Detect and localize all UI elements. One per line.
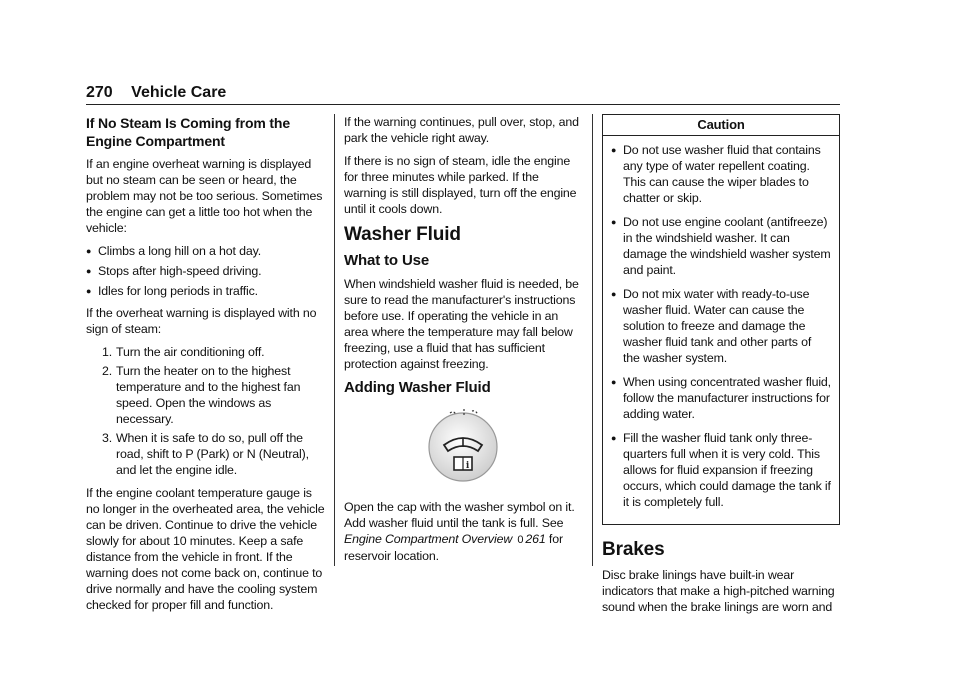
paragraph: If an engine overheat warning is displayed but no steam can be seen or heard, the problem may not be too serious. Sometimes the engine can get a little too hot when the vehicle: [86,157,323,235]
column-3 [602,114,840,622]
caution-item: ● When using concentrated washer fluid, follow the manufacturer instructions for adding water. [611,374,831,422]
heading-adding-washer-fluid: Adding Washer Fluid [344,379,491,396]
list-item: ● Stops after high-speed driving. [86,263,326,279]
step-item [86,363,326,427]
column-1 [86,114,326,620]
step-text: Turn the heater on to the highest temperature and to the highest fan speed. Open the windows as necessary. [116,364,301,426]
list-item: ● Climbs a long hill on a hot day. [86,243,326,259]
paragraph: Disc brake linings have built-in wear indicators that make a high-pitched warning sound when the brake linings are worn and [602,568,835,614]
paragraph: If the engine coolant temperature gauge is no longer in the overheated area, the vehicle can be driven. Continue to drive the vehicle slowly for about 10 minutes. Keep a safe distance from the vehicle in front. If the warning does not come back on, continue to drive normally and have the cooling system checked for proper fill and function. [86,486,325,612]
list-item: ● Idles for long periods in traffic. [86,283,326,299]
caution-item: ● Do not mix water with ready-to-use washer fluid. Water can cause the solution to freeze and damage the washer fluid tank and other parts of the washer system. [611,286,831,366]
caution-box [602,114,840,525]
adding-text: Open the cap with the washer symbol on it. Add washer fluid until the tank is full. See [344,500,575,530]
washer-fluid-cap-icon [420,405,506,485]
section-title: Vehicle Care [131,84,227,101]
paragraph: If there is no sign of steam, idle the engine for three minutes while parked. If the warning is still displayed, turn off the engine until it cools down. [344,154,577,216]
step-number: 3. [101,431,112,445]
step-item [86,344,326,360]
column-divider [592,114,593,566]
heading-brakes: Brakes [602,539,665,560]
svg-text:i: i [465,461,470,471]
page-number: 270 [86,84,113,101]
column-2 [344,114,582,571]
column-divider [334,114,335,566]
step-text: When it is safe to do so, pull off the road, shift to P (Park) or N (Neutral), and let the engine idle. [116,431,309,477]
page-reference-arrow-icon: 0 [517,534,524,546]
caution-list [611,142,831,510]
cross-reference-page[interactable]: 261 [525,532,546,546]
header-rule [86,104,840,105]
step-number: 1. [101,345,112,359]
step-text: Turn the air conditioning off. [116,345,265,359]
heading-what-to-use: What to Use [344,252,430,269]
caution-title: Caution [603,115,839,136]
cross-reference-link[interactable]: Engine Compartment Overview [344,532,513,546]
adding-text-end: for reservoir location. [344,532,563,563]
step-item [86,430,326,478]
caution-item: ● Fill the washer fluid tank only three-quarters full when it is very cold. This allows for fluid expansion if freezing occurs, which could damage the tank if it is completely full. [611,430,831,510]
caution-item: ● Do not use washer fluid that contains any type of water repellent coating. This can cause the wiper blades to chatter or skip. [611,142,831,206]
paragraph: If the warning continues, pull over, stop, and park the vehicle right away. [344,115,579,145]
page-header [86,84,226,102]
step-list [86,344,326,478]
step-number: 2. [101,364,112,378]
washer-symbol-figure [344,405,582,485]
heading-washer-fluid: Washer Fluid [344,224,461,245]
paragraph: If the overheat warning is displayed with no sign of steam: [86,306,317,336]
paragraph: When windshield washer fluid is needed, be sure to read the manufacturer's instructions before use. If operating the vehicle in an area where the temperature may fall below freezing, use a fluid that has sufficient protection against freezing. [344,277,579,371]
heading-no-steam: If No Steam Is Coming from the Engine Compartment [86,115,290,149]
paragraph-adding [344,499,582,564]
caution-item: ● Do not use engine coolant (antifreeze) in the windshield washer. It can damage the windshield washer system and paint. [611,214,831,278]
bullet-list [86,243,326,299]
